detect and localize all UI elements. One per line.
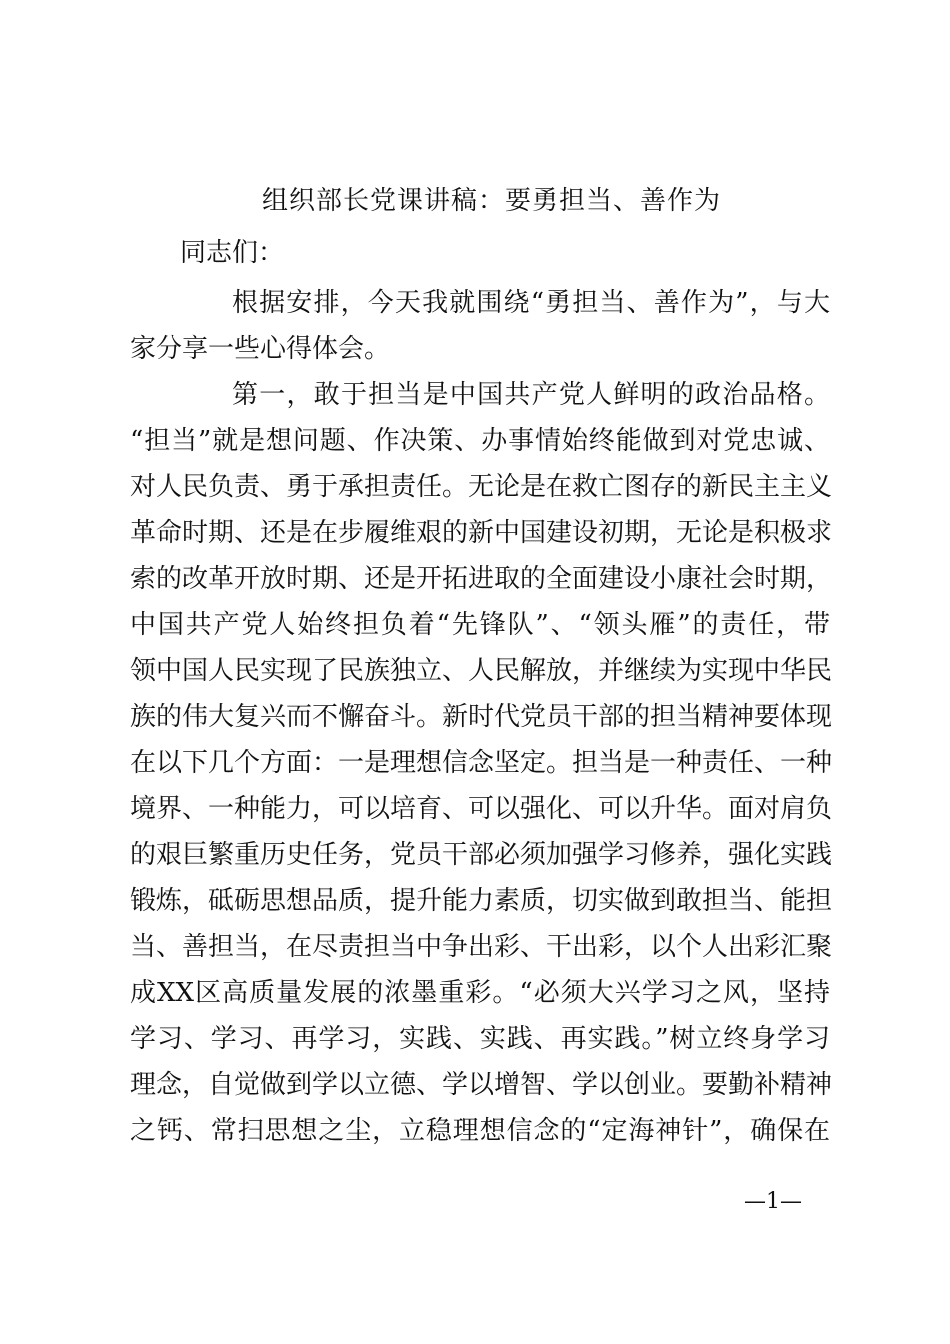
paragraph-2-line-7: 领中国人民实现了民族独立、人民解放，并继续为实现中华民: [130, 656, 833, 686]
salutation: 同志们：: [180, 238, 285, 268]
paragraph-2-line-6: 中国共产党人始终担负着“先锋队”、“领头雁”的责任，带: [130, 610, 830, 640]
page-number: —1—: [744, 1189, 802, 1214]
paragraph-2-line-15: 学习、学习、再学习，实践、实践、再实践。”树立终身学习: [130, 1024, 830, 1054]
paragraph-2-line-13: 当、善担当，在尽责担当中争出彩、干出彩，以个人出彩汇聚: [130, 932, 833, 962]
paragraph-1-line-1: 根据安排，今天我就围绕“勇担当、善作为”，与大: [232, 288, 830, 318]
paragraph-2-line-5: 索的改革开放时期、还是开拓进取的全面建设小康社会时期，: [130, 564, 833, 594]
paragraph-2-line-9: 在以下几个方面：一是理想信念坚定。担当是一种责任、一种: [130, 748, 833, 778]
document-title: 组织部长党课讲稿：要勇担当、善作为: [262, 186, 722, 216]
paragraph-2-line-3: 对人民负责、勇于承担责任。无论是在救亡图存的新民主主义: [130, 472, 833, 502]
paragraph-2-line-4: 革命时期、还是在步履维艰的新中国建设初期，无论是积极求: [130, 518, 833, 548]
paragraph-2-line-1: 第一，敢于担当是中国共产党人鲜明的政治品格。: [232, 380, 830, 410]
paragraph-2-line-16: 理念，自觉做到学以立德、学以增智、学以创业。要勤补精神: [130, 1070, 833, 1100]
paragraph-2-line-14: 成XX区高质量发展的浓墨重彩。“必须大兴学习之风，坚持: [130, 978, 830, 1008]
paragraph-2-line-17: 之钙、常扫思想之尘，立稳理想信念的“定海神针”，确保在: [130, 1116, 830, 1146]
paragraph-2-line-10: 境界、一种能力，可以培育、可以强化、可以升华。面对肩负: [130, 794, 833, 824]
paragraph-2-line-12: 锻炼，砥砺思想品质，提升能力素质，切实做到敢担当、能担: [130, 886, 833, 916]
paragraph-2-line-11: 的艰巨繁重历史任务，党员干部必须加强学习修养，强化实践: [130, 840, 833, 870]
paragraph-2-line-2: “担当”就是想问题、作决策、办事情始终能做到对党忠诚、: [130, 426, 830, 456]
paragraph-2-line-8: 族的伟大复兴而不懈奋斗。新时代党员干部的担当精神要体现: [130, 702, 833, 732]
paragraph-1-line-2: 家分享一些心得体会。: [130, 334, 391, 364]
